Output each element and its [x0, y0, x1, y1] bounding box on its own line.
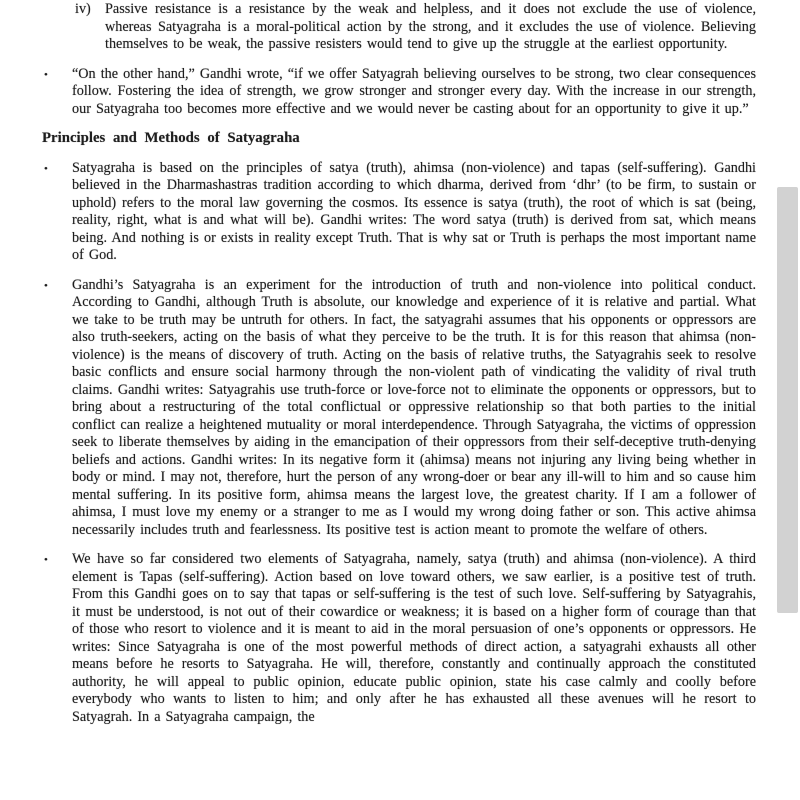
scrollbar-thumb[interactable] — [777, 187, 798, 613]
bullet-marker: • — [44, 279, 48, 292]
section-heading: Principles and Methods of Satyagraha — [42, 130, 300, 146]
paragraph-text-tapas: We have so far considered two elements of Satyagraha, namely, satya (truth) and ahimsa (non-violence). A third element is Tapas (self-suffering). Action based on love toward others, we saw earlier, is a positive test of truth. From this Gandhi goes on to say that tapas or self-suffering is the test of such love. Self-suffering by Satyagrahis, it must be understood, is not out of their cowardice or weakness; it is based on a higher form of courage than that of those who resort to violence and it is meant to aid in the moral persuasion of one’s opponents or oppressors. He writes: Since Satyagraha is one of the most powerful methods of direct action, a satyagrahi exhausts all other means before he resorts to Satyagraha. He will, therefore, constantly and continually approach the constituted authority, he will appeal to public opinion, educate public opinion, state his case calmly and coolly before everybody who wants to listen to him; and only after he has exhausted all these avenues will he resort to Satyagrah. In a Satyagraha campaign, the — [72, 551, 756, 725]
bullet-list-item-experiment — [42, 277, 756, 540]
document-content — [42, 1, 756, 738]
bullet-list-item-quote — [42, 66, 756, 119]
bullet-marker: • — [44, 68, 48, 81]
paragraph-text-satya-principles: Satyagraha is based on the principles of satya (truth), ahimsa (non-violence) and tapas (self-suffering). Gandhi believed in the Dharmashastras tradition according to which dharma, derived from ‘dhr’ (to be firm, to sustain or uphold) refers to the moral law governing the cosmos. Its essence is satya (truth), the root of which is sat (being, reality, right, what is and what will be). Gandhi writes: The word satya (truth) is derived from sat, which means being. And nothing is or exists in reality except Truth. That is why sat or Truth is perhaps the most important name of God. — [72, 159, 756, 263]
bullet-marker: • — [44, 554, 48, 566]
list-item-marker: iv) — [75, 1, 91, 17]
list-item-text: Passive resistance is a resistance by the weak and helpless, and it does not exclude the use of violence, whereas Satyagraha is a moral-political action by the strong, and it excludes the use of violence. Believing themselves to be weak, the passive resisters would tend to give up the struggle at the earliest opportunity. — [105, 1, 756, 52]
numbered-list-item-iv — [42, 1, 756, 54]
paragraph-text-truth-experiment: Gandhi’s Satyagraha is an experiment for the introduction of truth and non-violence into political conduct. According to Gandhi, although Truth is absolute, our knowledge and experience of it is relative and partial. What we take to be truth may be untruth for others. In fact, the satyagrahi assumes that his opponents or oppressors are also truth-seekers, acting on the basis of what they perceive to be the truth. It is for this reason that ahimsa (non-violence) is the means of discovery of truth. Acting on the basis of relative truths, the Satyagrahis seek to resolve basic conflicts and ensure social harmony through the non-violent path of vindicating the validity of rival truth claims. Gandhi writes: Satyagrahis use truth-force or love-force not to eliminate the opponents or oppressors, but to bring about a restructuring of the total conflictual or oppressive relationship so that both parties to the initial conflict can realize a heightened mutuality or moral interdependence. Through Satyagraha, the victims of oppression seek to liberate themselves by aiding in the emancipation of their oppressors from their self-deceptive truth-denying beliefs and actions. Gandhi writes: In its negative form it (ahimsa) means not injuring any living being whether in body or mind. I may not, therefore, hurt the person of any wrong-doer or bear any ill-will to him and so cause him mental suffering. In its positive form, ahimsa means the largest love, the greatest charity. If I am a follower of ahimsa, I must love my enemy or a stranger to me as I would my wrong doing father or son. This active ahimsa necessarily includes truth and fearlessness. Its positive test is action meant to promote the welfare of others. — [72, 276, 756, 538]
bullet-list-item-principles — [42, 160, 756, 265]
bullet-list-item-tapas — [42, 551, 756, 726]
bullet-marker: • — [44, 162, 48, 175]
quote-paragraph-text: “On the other hand,” Gandhi wrote, “if we offer Satyagrah believing ourselves to be strong, two clear consequences follow. Fostering the idea of strength, we grow stronger and stronger every day. With the increase in our strength, our Satyagraha too becomes more effective and we would never be casting about for an opportunity to give it up.” — [72, 65, 756, 117]
